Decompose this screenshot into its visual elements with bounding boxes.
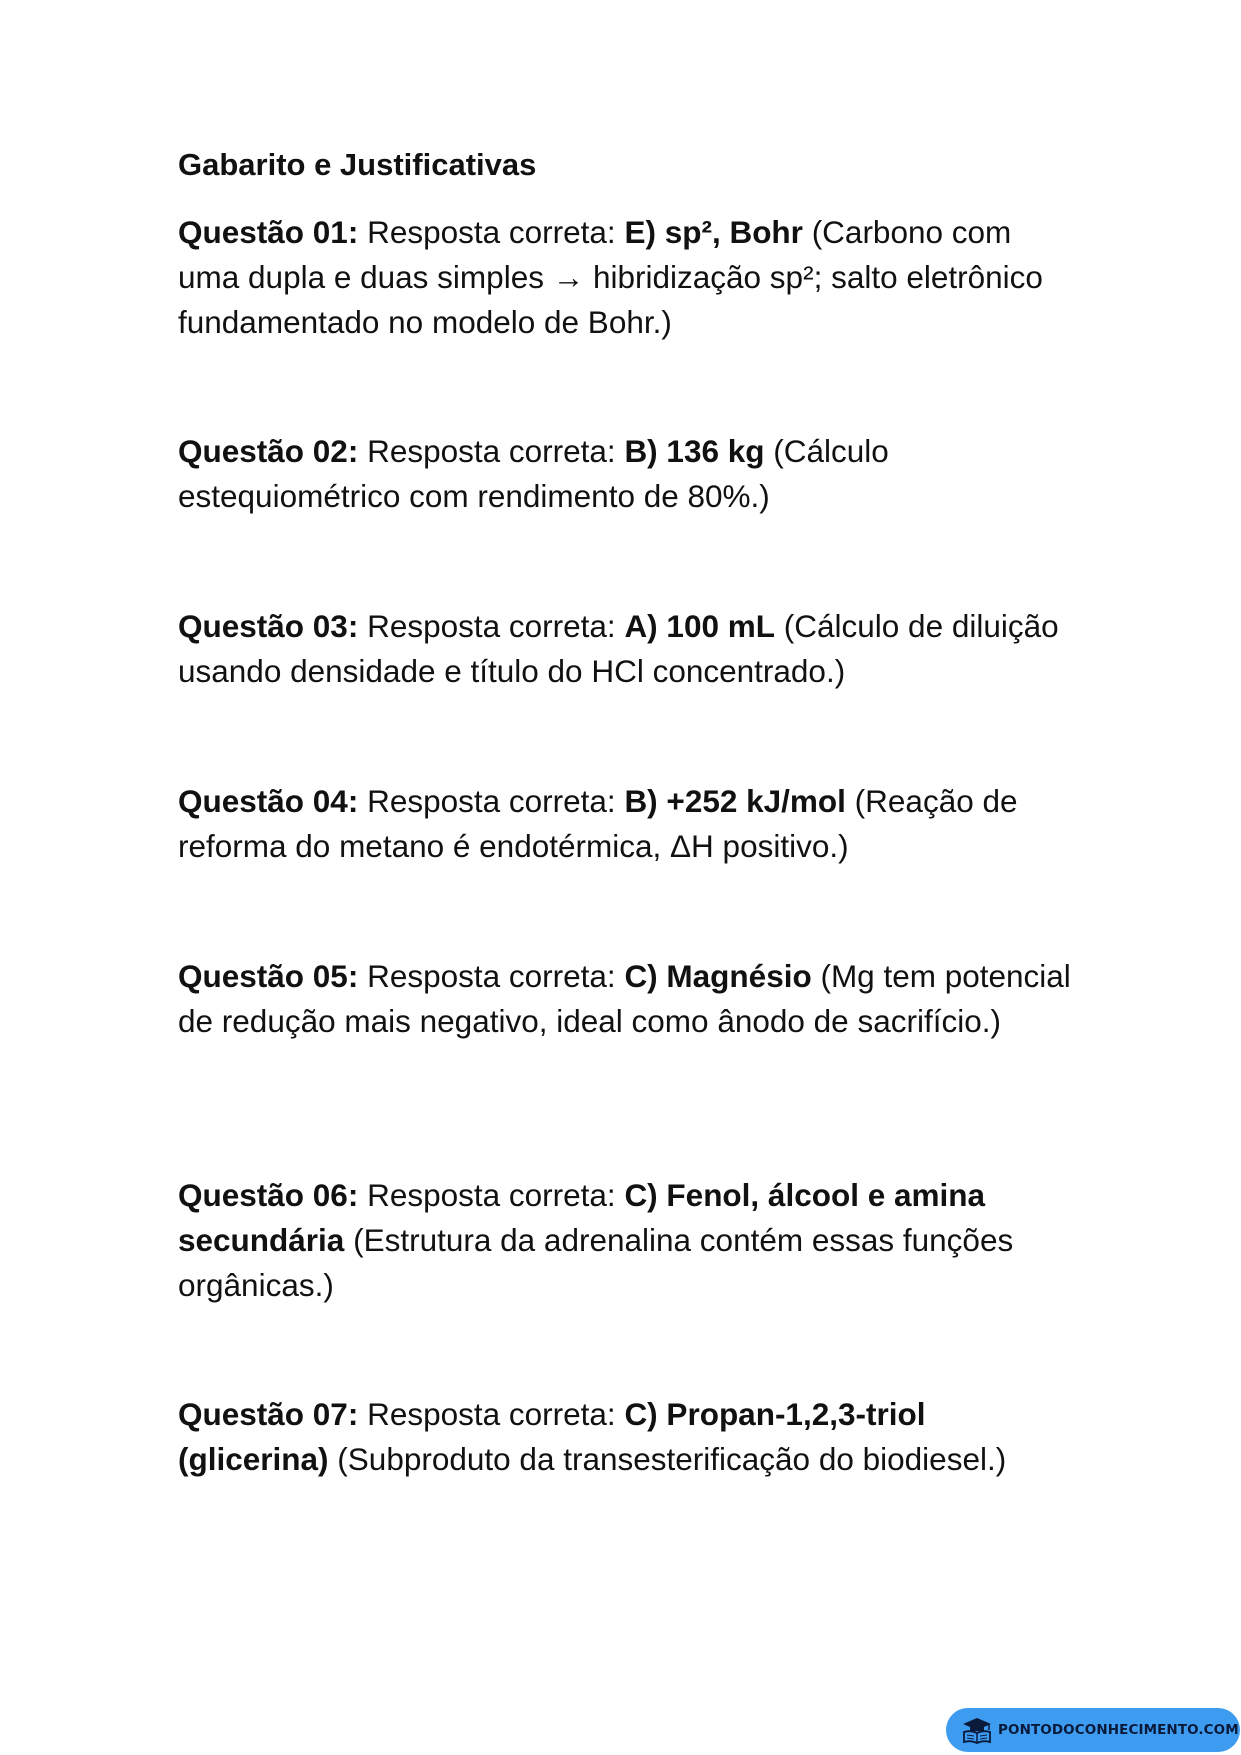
question-answer-01 bbox=[178, 210, 1078, 345]
question-label: Questão 07: bbox=[178, 1396, 359, 1432]
question-answer-02 bbox=[178, 429, 1078, 519]
question-label: Questão 02: bbox=[178, 433, 359, 469]
question-answer-07 bbox=[178, 1392, 1078, 1482]
question-label: Questão 06: bbox=[178, 1177, 359, 1213]
site-name[interactable]: PONTODOCONHECIMENTO.COM bbox=[998, 1722, 1239, 1738]
justification: (Estrutura da adrenalina contém essas funções orgânicas.) bbox=[178, 1222, 1014, 1303]
justification: (Carbono com uma dupla e duas simples → hibridização sp²; salto eletrônico fundamentado no modelo de Bohr.) bbox=[178, 214, 1043, 340]
justification: (Cálculo de diluição usando densidade e título do HCl concentrado.) bbox=[178, 608, 1059, 689]
correct-answer: E) sp², Bohr bbox=[624, 214, 803, 250]
question-label: Questão 05: bbox=[178, 958, 359, 994]
question-answer-05 bbox=[178, 954, 1078, 1044]
page-title: Gabarito e Justificativas bbox=[178, 147, 537, 182]
question-answer-03 bbox=[178, 604, 1078, 694]
justification: (Mg tem potencial de redução mais negativo, ideal como ânodo de sacrifício.) bbox=[178, 958, 1071, 1039]
answer-prefix: Resposta correta: bbox=[358, 1177, 625, 1213]
answer-prefix: Resposta correta: bbox=[358, 608, 625, 644]
question-label: Questão 03: bbox=[178, 608, 359, 644]
answer-prefix: Resposta correta: bbox=[358, 214, 625, 250]
site-badge[interactable] bbox=[946, 1708, 1240, 1752]
question-answer-06 bbox=[178, 1173, 1078, 1308]
correct-answer: C) Fenol, álcool e amina secundária bbox=[178, 1177, 986, 1258]
correct-answer: B) +252 kJ/mol bbox=[624, 783, 846, 819]
question-label: Questão 04: bbox=[178, 783, 359, 819]
question-answer-04 bbox=[178, 779, 1078, 869]
answer-prefix: Resposta correta: bbox=[358, 433, 625, 469]
correct-answer: B) 136 kg bbox=[624, 433, 765, 469]
answer-prefix: Resposta correta: bbox=[358, 783, 625, 819]
answer-prefix: Resposta correta: bbox=[358, 1396, 625, 1432]
correct-answer: A) 100 mL bbox=[624, 608, 775, 644]
correct-answer: C) Magnésio bbox=[624, 958, 812, 994]
correct-answer: C) Propan-1,2,3-triol (glicerina) bbox=[178, 1396, 926, 1477]
question-label: Questão 01: bbox=[178, 214, 359, 250]
justification: (Reação de reforma do metano é endotérmica, ΔH positivo.) bbox=[178, 783, 1018, 864]
justification: (Subproduto da transesterificação do biodiesel.) bbox=[328, 1441, 1007, 1477]
answer-prefix: Resposta correta: bbox=[358, 958, 625, 994]
justification: (Cálculo estequiométrico com rendimento de 80%.) bbox=[178, 433, 889, 514]
graduation-book-icon bbox=[960, 1715, 994, 1745]
